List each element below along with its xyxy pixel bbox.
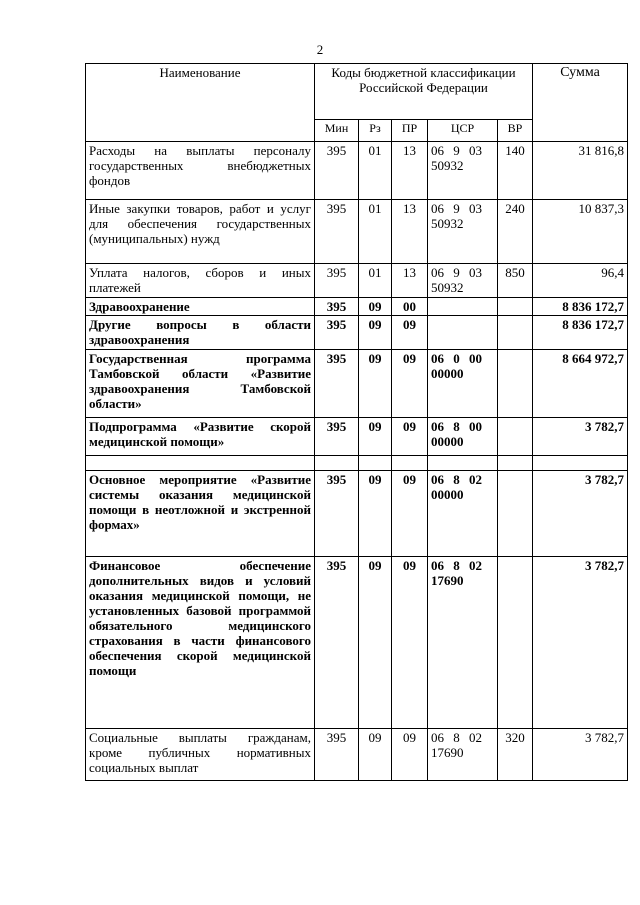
row-csr: 06 8 02 17690: [428, 729, 498, 781]
table-row: [86, 316, 628, 350]
row-min: 395: [315, 471, 359, 557]
table-row: [86, 471, 628, 557]
row-sum: 3 782,7: [533, 418, 628, 456]
page-number: 2: [316, 42, 324, 57]
row-vr: [498, 471, 533, 557]
row-name: Подпрограмма «Развитие скорой медицинской помощи»: [86, 418, 315, 456]
row-min: 395: [315, 298, 359, 316]
row-csr: 06 8 00 00000: [428, 418, 498, 456]
row-pr: 09: [392, 418, 428, 456]
row-csr: [428, 298, 498, 316]
row-name: Социальные выплаты гражданам, кроме публичных нормативных социальных выплат: [86, 729, 315, 781]
header-rz: Рз: [359, 120, 392, 142]
row-min: 395: [315, 557, 359, 729]
row-vr: [498, 316, 533, 350]
table-row: [86, 298, 628, 316]
row-sum: 3 782,7: [533, 729, 628, 781]
header-name: Наименование: [86, 64, 315, 142]
row-name: Финансовое обеспечение дополнительных видов и условий оказания медицинской помощи, не установленных базовой программой обязательного медицинского страхования в части финансового обеспечения скорой медицинской помощи: [86, 557, 315, 729]
row-name: Уплата налогов, сборов и иных платежей: [86, 264, 315, 298]
table-row: [86, 418, 628, 456]
row-csr: 06 9 03 50932: [428, 142, 498, 200]
row-csr: [428, 316, 498, 350]
row-pr: 09: [392, 557, 428, 729]
row-rz: 09: [359, 316, 392, 350]
row-sum: 3 782,7: [533, 557, 628, 729]
row-min: 395: [315, 316, 359, 350]
row-pr: 09: [392, 729, 428, 781]
row-sum: 10 837,3: [533, 200, 628, 264]
row-name: Основное мероприятие «Развитие системы оказания медицинской помощи в неотложной и экстренной формах»: [86, 471, 315, 557]
spacer-row: [86, 456, 628, 471]
row-sum: 8 664 972,7: [533, 350, 628, 418]
row-sum: 8 836 172,7: [533, 316, 628, 350]
table-row: [86, 557, 628, 729]
row-vr: [498, 418, 533, 456]
row-rz: 01: [359, 264, 392, 298]
row-csr: 06 9 03 50932: [428, 264, 498, 298]
row-rz: 09: [359, 350, 392, 418]
row-pr: 13: [392, 200, 428, 264]
header-pr: ПР: [392, 120, 428, 142]
row-vr: 140: [498, 142, 533, 200]
row-pr: 09: [392, 350, 428, 418]
row-min: 395: [315, 350, 359, 418]
table-row: [86, 142, 628, 200]
row-vr: [498, 350, 533, 418]
row-rz: 01: [359, 142, 392, 200]
row-vr: [498, 557, 533, 729]
row-pr: 13: [392, 142, 428, 200]
row-vr: 240: [498, 200, 533, 264]
row-sum: 3 782,7: [533, 471, 628, 557]
row-csr: 06 8 02 00000: [428, 471, 498, 557]
row-rz: 09: [359, 471, 392, 557]
row-csr: 06 9 03 50932: [428, 200, 498, 264]
row-rz: 01: [359, 200, 392, 264]
table-row: [86, 350, 628, 418]
header-vr: ВР: [498, 120, 533, 142]
row-csr: 06 8 02 17690: [428, 557, 498, 729]
row-rz: 09: [359, 418, 392, 456]
header-sum: Сумма: [533, 64, 628, 142]
row-name: Государственная программа Тамбовской области «Развитие здравоохранения Тамбовской области»: [86, 350, 315, 418]
row-name: Другие вопросы в области здравоохранения: [86, 316, 315, 350]
row-sum: 96,4: [533, 264, 628, 298]
row-pr: 09: [392, 316, 428, 350]
table-row: [86, 200, 628, 264]
budget-table: [85, 63, 628, 781]
row-vr: [498, 298, 533, 316]
header-codes: Коды бюджетной классификации Российской Федерации: [315, 64, 533, 120]
row-rz: 09: [359, 298, 392, 316]
row-pr: 09: [392, 471, 428, 557]
header-min: Мин: [315, 120, 359, 142]
row-csr: 06 0 00 00000: [428, 350, 498, 418]
row-vr: 850: [498, 264, 533, 298]
row-min: 395: [315, 264, 359, 298]
row-rz: 09: [359, 557, 392, 729]
table-row: [86, 264, 628, 298]
row-pr: 13: [392, 264, 428, 298]
row-pr: 00: [392, 298, 428, 316]
row-name: Иные закупки товаров, работ и услуг для обеспечения государственных (муниципальных) нужд: [86, 200, 315, 264]
row-min: 395: [315, 200, 359, 264]
row-min: 395: [315, 142, 359, 200]
row-sum: 8 836 172,7: [533, 298, 628, 316]
row-vr: 320: [498, 729, 533, 781]
row-name: Расходы на выплаты персоналу государственных внебюджетных фондов: [86, 142, 315, 200]
row-min: 395: [315, 729, 359, 781]
row-min: 395: [315, 418, 359, 456]
row-name: Здравоохранение: [86, 298, 315, 316]
row-rz: 09: [359, 729, 392, 781]
table-row: [86, 729, 628, 781]
header-csr: ЦСР: [428, 120, 498, 142]
row-sum: 31 816,8: [533, 142, 628, 200]
